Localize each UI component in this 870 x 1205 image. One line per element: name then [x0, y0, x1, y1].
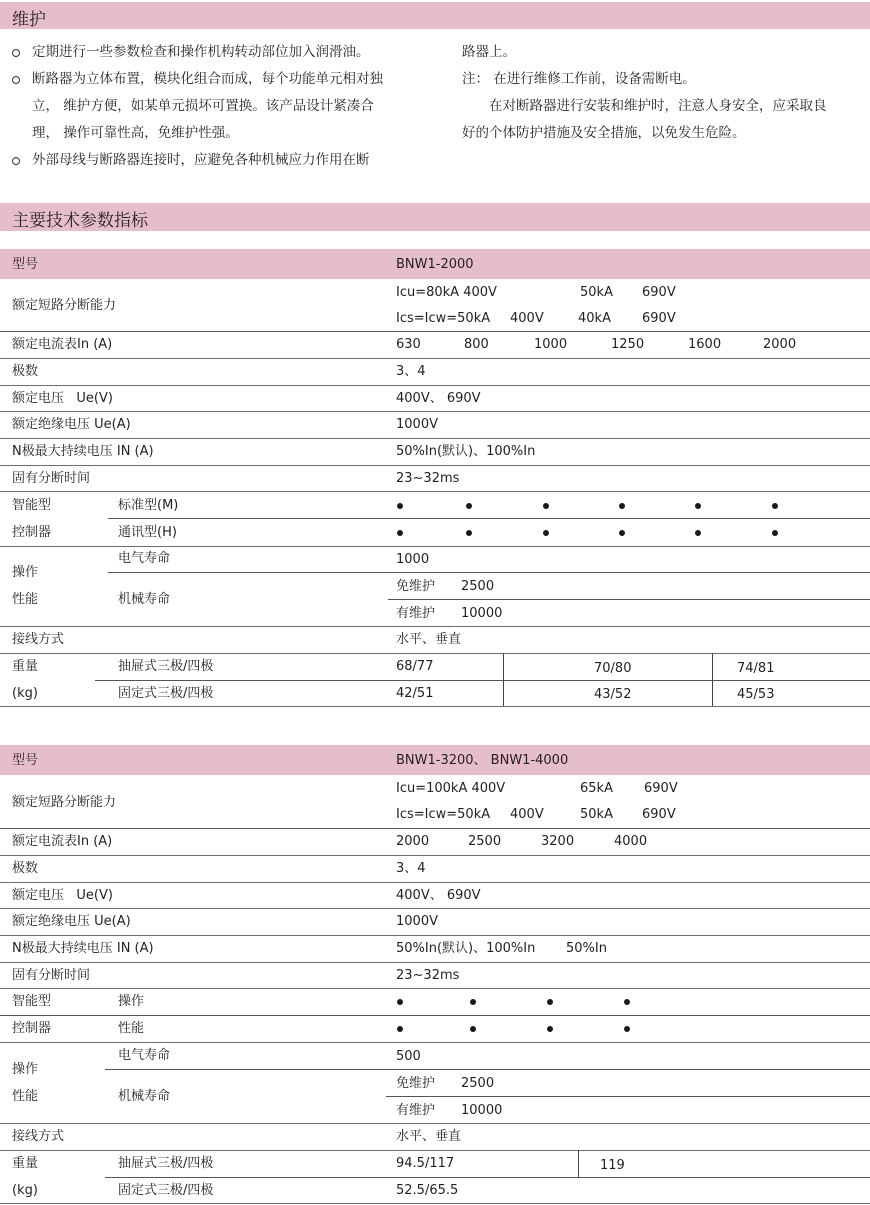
divider [0, 1203, 870, 1204]
table1-current-800: 800 [464, 337, 489, 352]
maintenance-bullet-1: 定期进行一些参数检查和操作机构转动部位加入润滑油。 [32, 44, 370, 60]
divider [388, 599, 870, 600]
table1-breaking-ics-690-v: 690V [642, 311, 676, 326]
maintenance-continuation: 路器上。 [462, 44, 516, 60]
table1-electrical-life-label: 电气寿命 [118, 551, 171, 566]
table1-drawout-label: 抽屉式三极/四极 [118, 659, 214, 674]
divider [0, 1015, 870, 1016]
divider [0, 1150, 870, 1151]
table2-npole-label: N极最大持续电压 IN (A) [12, 941, 154, 956]
table1-voltage-value: 400V、 690V [396, 391, 481, 406]
table1-breaking-label: 额定短路分断能力 [12, 298, 117, 313]
divider [0, 653, 870, 654]
table1-drawout-value-1: 68/77 [396, 659, 434, 674]
table1-current-1000: 1000 [534, 337, 568, 352]
table1-electrical-life-value: 1000 [396, 552, 430, 567]
table1-current-1250: 1250 [611, 337, 645, 352]
table2-drawout-value-2: 119 [600, 1158, 625, 1173]
table1-breaking-icu: Icu=80kA 400V [396, 285, 497, 300]
table2-model-value: BNW1-3200、 BNW1-4000 [396, 753, 569, 768]
table1-breaking-ics-690-ka: 40kA [578, 311, 611, 326]
supported-dot-icon [695, 530, 701, 536]
table2-breaking-ics-690-v: 690V [642, 807, 676, 822]
divider [0, 1042, 870, 1043]
table1-drawout-value-3: 74/81 [737, 661, 775, 676]
table2-current-3200: 3200 [541, 834, 575, 849]
table2-model-label: 型号 [12, 753, 39, 768]
table1-voltage-label: 额定电压 Ue(V) [12, 391, 113, 406]
bullet-circle-icon [12, 76, 20, 84]
bullet-circle-icon [12, 157, 20, 165]
divider [0, 1123, 870, 1124]
table1-fixed-value-2: 43/52 [594, 687, 632, 702]
table2-electrical-life-value: 500 [396, 1049, 421, 1064]
table2-maint-free-value: 2500 [461, 1076, 495, 1091]
supported-dot-icon [397, 503, 403, 509]
supported-dot-icon [470, 1026, 476, 1032]
divider [0, 385, 870, 386]
table2-operation-label-2: 性能 [12, 1089, 39, 1104]
table1-fixed-label: 固定式三极/四极 [118, 686, 214, 701]
table2-controller-label-2: 控制器 [12, 1021, 52, 1036]
table2-poles-value: 3、4 [396, 861, 426, 876]
supported-dot-icon [543, 503, 549, 509]
table2-drawout-label: 抽屉式三极/四极 [118, 1156, 214, 1171]
table1-model-label: 型号 [12, 257, 39, 272]
supported-dot-icon [397, 530, 403, 536]
divider [0, 438, 870, 439]
specs-title: 主要技术参数指标 [12, 211, 148, 231]
divider [0, 358, 870, 359]
table2-current-2000: 2000 [396, 834, 430, 849]
table1-current-1600: 1600 [688, 337, 722, 352]
table2-breaking-ics-400v: 400V [510, 807, 544, 822]
divider [0, 331, 870, 332]
table1-breaking-icu-690-v: 690V [642, 285, 676, 300]
divider [0, 935, 870, 936]
table1-wiring-label: 接线方式 [12, 632, 65, 647]
maintenance-safety-line-1: 在对断路器进行安装和维护时，注意人身安全，应采取良 [489, 98, 827, 114]
table1-current-2000: 2000 [763, 337, 797, 352]
supported-dot-icon [624, 999, 630, 1005]
table2-maint-free-label: 免维护 [396, 1076, 436, 1091]
supported-dot-icon [624, 1026, 630, 1032]
table2-wiring-label: 接线方式 [12, 1129, 65, 1144]
maintenance-bullet-3: 外部母线与断路器连接时，应避免各种机械应力作用在断 [32, 152, 370, 168]
table2-maint-value: 10000 [461, 1103, 503, 1118]
supported-dot-icon [619, 503, 625, 509]
table2-current-label: 额定电流表In (A) [12, 834, 113, 849]
divider [0, 491, 870, 492]
table2-breaking-icu: Icu=100kA 400V [396, 781, 506, 796]
supported-dot-icon [397, 999, 403, 1005]
table1-drawout-value-2: 70/80 [594, 661, 632, 676]
table1-breaking-icu-690-ka: 50kA [580, 285, 613, 300]
table2-break-time-value: 23~32ms [396, 968, 460, 983]
table2-npole-value: 50%In(默认)、100%In [396, 941, 536, 956]
divider [0, 988, 870, 989]
table1-maint-free-label: 免维护 [396, 579, 436, 594]
table1-maint-value: 10000 [461, 606, 503, 621]
divider [95, 680, 870, 681]
table1-controller-label-1: 智能型 [12, 498, 52, 513]
supported-dot-icon [695, 503, 701, 509]
divider [0, 855, 870, 856]
table1-maint-free-value: 2500 [461, 579, 495, 594]
column-divider [712, 653, 713, 707]
table1-controller-label-2: 控制器 [12, 525, 52, 540]
supported-dot-icon [466, 503, 472, 509]
maintenance-safety-line-2: 好的个体防护措施及安全措施，以免发生危险。 [462, 125, 746, 141]
supported-dot-icon [547, 1026, 553, 1032]
divider [0, 908, 870, 909]
table1-mechanical-life-label: 机械寿命 [118, 592, 171, 607]
table1-insulation-value: 1000V [396, 417, 438, 432]
supported-dot-icon [466, 530, 472, 536]
divider [0, 626, 870, 627]
table2-controller-type-2: 性能 [118, 1021, 145, 1036]
table1-wiring-value: 水平、垂直 [396, 632, 462, 647]
table2-voltage-label: 额定电压 Ue(V) [12, 888, 113, 903]
table2-breaking-icu-690-ka: 65kA [580, 781, 613, 796]
table2-wiring-value: 水平、垂直 [396, 1129, 462, 1144]
table2-weight-label-2: (kg) [12, 1183, 38, 1198]
table2-fixed-value-1: 52.5/65.5 [396, 1183, 459, 1198]
table1-fixed-value-1: 42/51 [396, 686, 434, 701]
table1-weight-label-2: (kg) [12, 686, 38, 701]
table1-controller-type-m: 标准型(M) [118, 498, 179, 513]
table2-insulation-label: 额定绝缘电压 Ue(A) [12, 914, 131, 929]
divider [0, 962, 870, 963]
divider [108, 572, 870, 573]
table2-breaking-ics: Ics=Icw=50kA [396, 807, 491, 822]
table1-current-630: 630 [396, 337, 421, 352]
table1-poles-label: 极数 [12, 364, 39, 379]
column-divider [578, 1150, 579, 1177]
maintenance-bullet-2-line-2: 立， 维护方便，如某单元损坏可置换。该产品设计紧凑合 [32, 98, 374, 114]
table2-drawout-value-1: 94.5/117 [396, 1156, 455, 1171]
supported-dot-icon [772, 530, 778, 536]
table1-break-time-value: 23~32ms [396, 471, 460, 486]
supported-dot-icon [619, 530, 625, 536]
table2-voltage-value: 400V、 690V [396, 888, 481, 903]
table2-breaking-ics-690-ka: 50kA [580, 807, 613, 822]
divider [105, 1177, 870, 1178]
table1-fixed-value-3: 45/53 [737, 687, 775, 702]
maintenance-title: 维护 [12, 10, 46, 30]
table1-operation-label-2: 性能 [12, 592, 39, 607]
table2-maint-label: 有维护 [396, 1103, 436, 1118]
divider [0, 465, 870, 466]
table2-break-time-label: 固有分断时间 [12, 968, 91, 983]
table1-current-label: 额定电流表In (A) [12, 337, 113, 352]
divider [108, 518, 870, 519]
maintenance-bullet-2-line-3: 理， 操作可靠性高，免维护性强。 [32, 125, 239, 141]
supported-dot-icon [397, 1026, 403, 1032]
table2-weight-label-1: 重量 [12, 1156, 39, 1171]
table2-current-2500: 2500 [468, 834, 502, 849]
table2-poles-label: 极数 [12, 861, 39, 876]
table1-maint-label: 有维护 [396, 606, 436, 621]
divider [0, 411, 870, 412]
table1-controller-type-h: 通讯型(H) [118, 525, 177, 540]
table1-weight-label-1: 重量 [12, 659, 39, 674]
table2-breaking-label: 额定短路分断能力 [12, 795, 117, 810]
table2-fixed-label: 固定式三极/四极 [118, 1183, 214, 1198]
table1-insulation-label: 额定绝缘电压 Ue(A) [12, 417, 131, 432]
table1-breaking-ics-400v: 400V [510, 311, 544, 326]
table2-mechanical-life-label: 机械寿命 [118, 1089, 171, 1104]
divider [0, 828, 870, 829]
table2-electrical-life-label: 电气寿命 [118, 1048, 171, 1063]
maintenance-header-bar [0, 2, 870, 29]
table1-breaking-ics: Ics=Icw=50kA [396, 311, 491, 326]
table2-operation-label-1: 操作 [12, 1062, 39, 1077]
bullet-circle-icon [12, 49, 20, 57]
table2-current-4000: 4000 [614, 834, 648, 849]
supported-dot-icon [470, 999, 476, 1005]
divider [0, 546, 870, 547]
supported-dot-icon [543, 530, 549, 536]
table2-npole-value-extra: 50%In [566, 941, 607, 956]
table2-insulation-value: 1000V [396, 914, 438, 929]
table1-break-time-label: 固有分断时间 [12, 471, 91, 486]
table1-poles-value: 3、4 [396, 364, 426, 379]
table1-npole-label: N极最大持续电压 IN (A) [12, 444, 154, 459]
table2-controller-type-1: 操作 [118, 994, 145, 1009]
divider [386, 1096, 870, 1097]
maintenance-bullet-2-line-1: 断路器为立体布置，模块化组合而成，每个功能单元相对独 [32, 71, 383, 87]
divider [0, 882, 870, 883]
table1-npole-value: 50%In(默认)、100%In [396, 444, 536, 459]
table2-breaking-icu-690-v: 690V [644, 781, 678, 796]
table1-operation-label-1: 操作 [12, 565, 39, 580]
maintenance-note: 注： 在进行维修工作前，设备需断电。 [462, 71, 696, 87]
divider [105, 1069, 870, 1070]
supported-dot-icon [772, 503, 778, 509]
column-divider [503, 653, 504, 707]
supported-dot-icon [547, 999, 553, 1005]
divider [0, 706, 870, 707]
table2-controller-label-1: 智能型 [12, 994, 52, 1009]
table1-model-value: BNW1-2000 [396, 257, 474, 272]
